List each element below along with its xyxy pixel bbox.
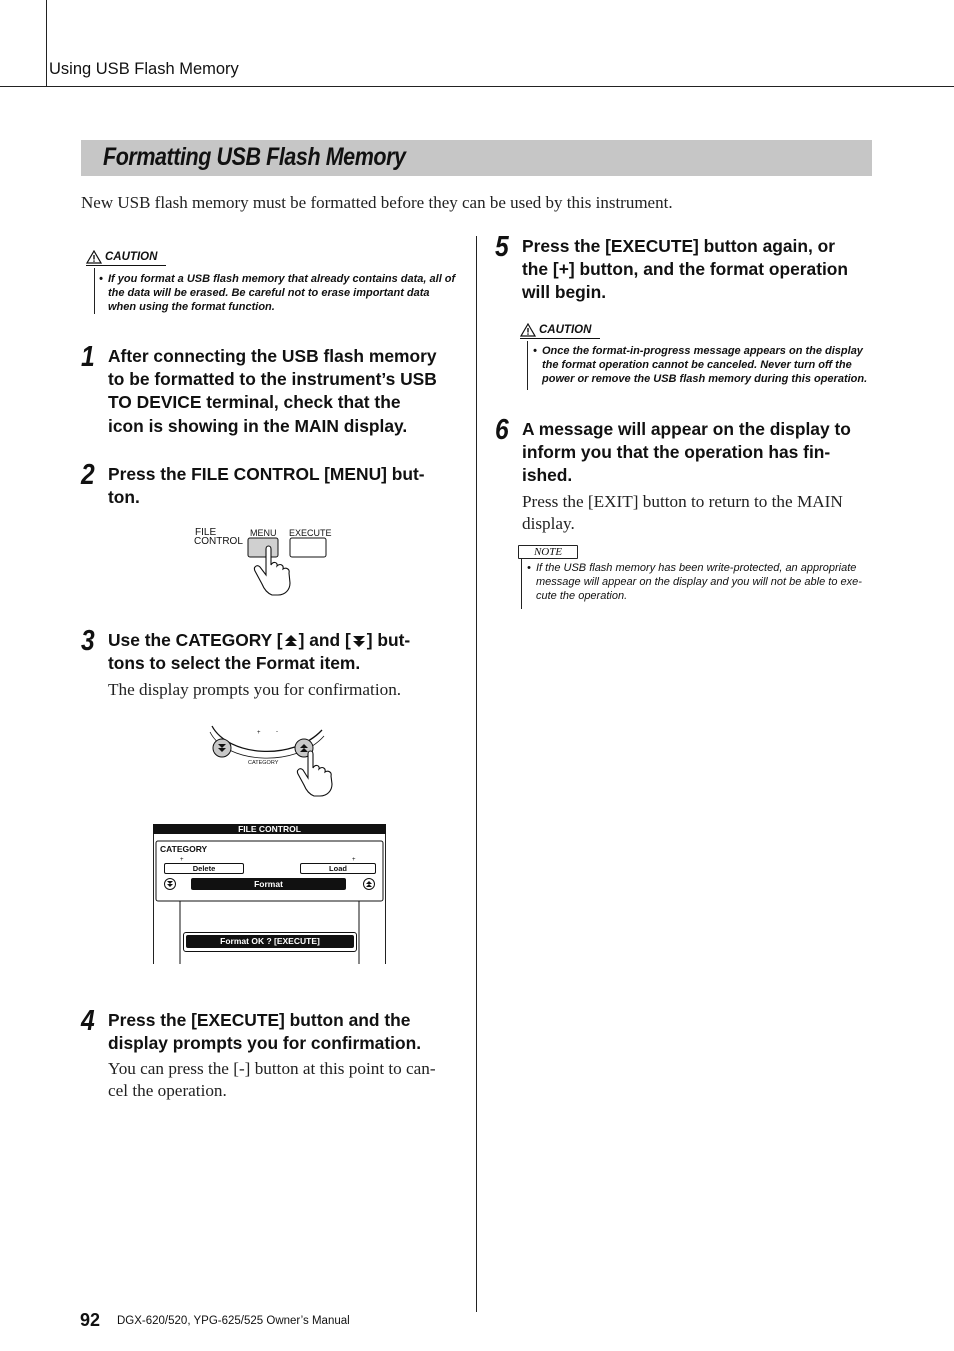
footer-manual-title: DGX-620/520, YPG-625/525 Owner’s Manual [117, 1315, 350, 1327]
execute-label: EXECUTE [289, 528, 332, 538]
note-text: • If the USB flash memory has been write-protected, an appropriate message will appear on the display and you will not be able to exe- cute the operation. [527, 562, 862, 602]
lcd-delete-item: Delete [164, 863, 244, 874]
svg-text:-: - [276, 729, 278, 735]
step-number-4: 4 [81, 1005, 95, 1037]
header-vertical-rule [46, 0, 47, 87]
intro-text: New USB flash memory must be formatted before they can be used by this instrument. [81, 193, 673, 212]
caution-block-2 [520, 323, 600, 339]
caution-bar [94, 268, 95, 314]
section-title-bar [81, 140, 872, 176]
step-3-heading: Use the CATEGORY [ ] and [ ] but- tons to select the Format item. [108, 630, 411, 674]
step-3-body: The display prompts you for confirmation. [108, 680, 402, 699]
column-divider [476, 236, 477, 1312]
page-number: 92 [80, 1310, 101, 1330]
menu-button-press-illustration [240, 535, 340, 597]
lcd-category-label: CATEGORY [160, 844, 208, 854]
caution-bar [527, 341, 528, 390]
section-title: Formatting USB Flash Memory [103, 143, 406, 171]
step-number-3: 3 [81, 625, 95, 657]
lcd-title: FILE CONTROL [153, 824, 386, 834]
svg-text:+: + [352, 857, 356, 863]
step-4-heading: Press the [EXECUTE] button and the display prompts you for confirmation. [108, 1010, 422, 1054]
category-small-label: CATEGORY [248, 760, 279, 766]
step-6-heading: A message will appear on the display to inform you that the operation has fin- ished. [522, 419, 851, 486]
lcd-format-selected: Format [191, 878, 346, 890]
note-label: NOTE [518, 545, 578, 559]
step-4-body: You can press the [-] button at this point to can- cel the operation. [108, 1059, 436, 1100]
execute-button-icon [290, 538, 326, 557]
step-2-heading: Press the FILE CONTROL [MENU] but- ton. [108, 464, 425, 508]
running-header: Using USB Flash Memory [49, 60, 239, 78]
menu-label: MENU [250, 528, 277, 538]
caution-label: CAUTION [86, 250, 166, 266]
category-buttons-illustration [200, 722, 350, 798]
caution-text-2: • Once the format-in-progress message appears on the display the format operation cannot be canceled. Never turn off the power or remove the USB flash memory during this operation. [533, 345, 868, 385]
step-5-heading: Press the [EXECUTE] button again, or the [+] button, and the format operation will begin. [522, 236, 849, 303]
svg-text:+: + [180, 857, 184, 863]
pointing-hand-icon [297, 751, 332, 796]
step-6-body: Press the [EXIT] button to return to the MAIN display. [522, 492, 843, 533]
warning-triangle-icon [520, 323, 536, 337]
header-rule [0, 86, 954, 87]
control-label: CONTROL [194, 536, 243, 547]
step-number-2: 2 [81, 459, 95, 491]
step-number-6: 6 [495, 414, 509, 446]
step-1-heading: After connecting the USB flash memory to be formatted to the instrument’s USB TO DEVICE terminal, check that the icon is showing in the MAIN display. [108, 346, 437, 436]
note-bar [521, 558, 522, 609]
category-down-icon [352, 634, 366, 648]
caution-block-1 [86, 250, 166, 266]
step-number-1: 1 [81, 341, 95, 373]
caution-text-1: • If you format a USB flash memory that already contains data, all of the data will be erased. Be careful not to erase important data when using the format function. [99, 273, 456, 313]
svg-text:+: + [257, 730, 261, 736]
category-up-icon [284, 634, 298, 648]
file-label: FILE [195, 527, 217, 538]
caution-label: CAUTION [520, 323, 600, 339]
lcd-format-ok-prompt: Format OK ? [EXECUTE] [186, 935, 354, 948]
lcd-load-item: Load [300, 863, 376, 874]
warning-triangle-icon [86, 250, 102, 264]
step-number-5: 5 [495, 231, 509, 263]
menu-button-icon [248, 538, 278, 557]
lcd-display-illustration [153, 824, 386, 964]
